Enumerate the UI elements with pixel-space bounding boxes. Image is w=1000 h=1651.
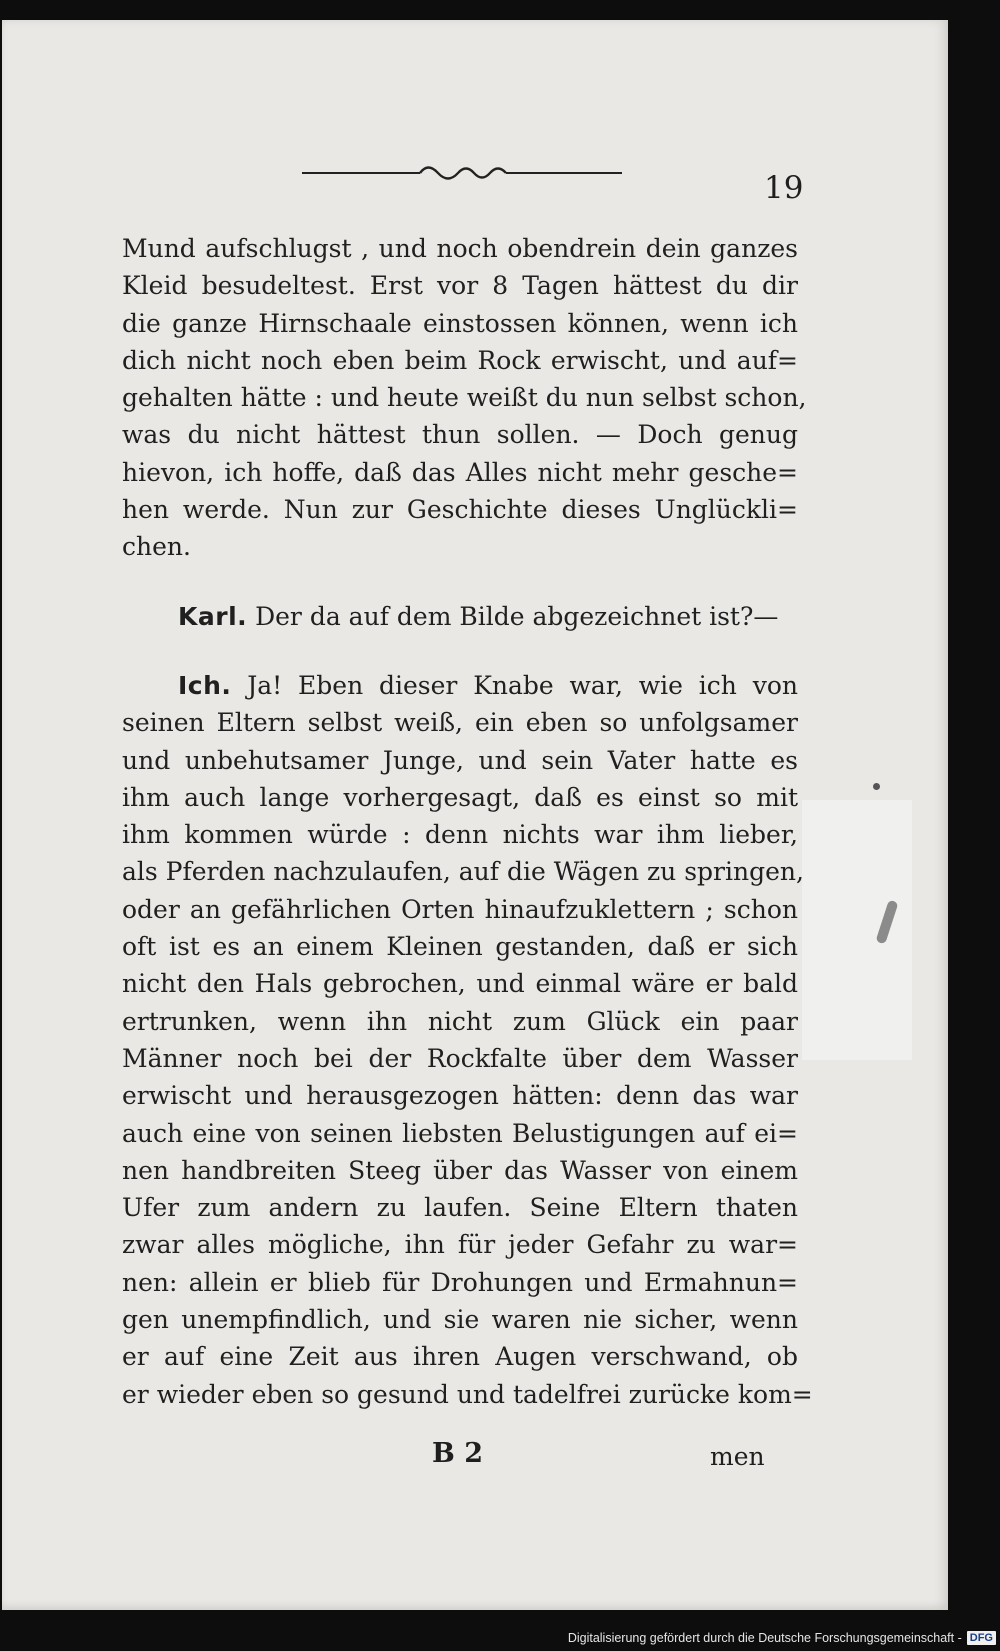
- dialogue-karl: [122, 598, 798, 635]
- text-line: ihm kommen würde : denn nichts war ihm lieber,: [122, 820, 798, 850]
- text-line: als Pferden nachzulaufen, auf die Wägen zu springen,: [122, 857, 804, 887]
- page-number: 19: [764, 170, 804, 206]
- text-line: chen.: [122, 532, 191, 562]
- text-line: was du nicht hättest thun sollen. — Doch genug: [122, 420, 798, 450]
- body-text: [122, 230, 813, 1413]
- book-page: [2, 20, 948, 1610]
- footer-text: Digitalisierung gefördert durch die Deutsche Forschungsgemeinschaft -: [567, 1631, 962, 1645]
- text-line: hievon, ich hoffe, daß das Alles nicht mehr gesche=: [122, 457, 798, 487]
- text-line: auch eine von seinen liebsten Belustigungen auf ei=: [122, 1118, 798, 1148]
- text-line: ertrunken, wenn ihn nicht zum Glück ein paar: [122, 1006, 798, 1036]
- text-line: gehalten hätte : und heute weißt du nun selbst schon,: [122, 383, 807, 413]
- text-line: Mund aufschlugst , und noch obendrein dein ganzes: [122, 234, 798, 263]
- text-line: oder an gefährlichen Orten hinaufzuklettern ; schon: [122, 894, 798, 924]
- text-line: er wieder eben so gesund und tadelfrei zurücke kom=: [122, 1379, 813, 1409]
- text-line: hen werde. Nun zur Geschichte dieses Unglückli=: [122, 495, 798, 525]
- text-line: nen handbreiten Steeg über das Wasser von einem: [122, 1155, 798, 1185]
- catchword: men: [710, 1442, 765, 1471]
- text-line: oft ist es an einem Kleinen gestanden, daß er sich: [122, 932, 798, 962]
- speaker-ich: Ich.: [178, 670, 232, 700]
- signature-mark: B 2: [432, 1438, 484, 1469]
- text-line: zwar alles mögliche, ihn für jeder Gefahr zu war=: [122, 1230, 798, 1260]
- ink-spot: [873, 783, 880, 790]
- text-line: seinen Eltern selbst weiß, ein eben so unfolgsamer: [122, 708, 798, 738]
- paper-stain: [802, 800, 912, 1060]
- text-line: ihm auch lange vorhergesagt, daß es einst so mit: [122, 782, 798, 812]
- text-line: er auf eine Zeit aus ihren Augen verschwand, ob: [122, 1342, 798, 1372]
- text-line: nicht den Hals gebrochen, und einmal wäre er bald: [122, 969, 798, 999]
- digitization-footer: [568, 1627, 996, 1649]
- text-line: dich nicht noch eben beim Rock erwischt, und auf=: [122, 345, 798, 375]
- ornament-divider: [302, 158, 622, 188]
- text-line: nen: allein er blieb für Drohungen und Ermahnun=: [122, 1267, 798, 1297]
- text-line: und unbehutsamer Junge, und sein Vater hatte es: [122, 745, 798, 775]
- text-line: Männer noch bei der Rockfalte über dem Wasser: [122, 1043, 798, 1073]
- dialogue-text: Der da auf dem Bilde abgezeichnet ist?—: [255, 601, 779, 631]
- text-line: die ganze Hirnschaale einstossen können, wenn ich: [122, 308, 798, 338]
- text-line: Kleid besudeltest. Erst vor 8 Tagen hättest du dir: [122, 271, 798, 301]
- speaker-karl: Karl.: [178, 601, 248, 631]
- dfg-logo: DFG: [967, 1631, 996, 1645]
- dialogue-text: Ja! Eben dieser Knabe war, wie ich von: [247, 670, 798, 700]
- dialogue-ich: [122, 667, 798, 704]
- text-line: gen unempfindlich, und sie waren nie sicher, wenn: [122, 1305, 798, 1335]
- text-line: erwischt und herausgezogen hätten: denn das war: [122, 1081, 798, 1111]
- text-line: Ufer zum andern zu laufen. Seine Eltern thaten: [122, 1193, 798, 1223]
